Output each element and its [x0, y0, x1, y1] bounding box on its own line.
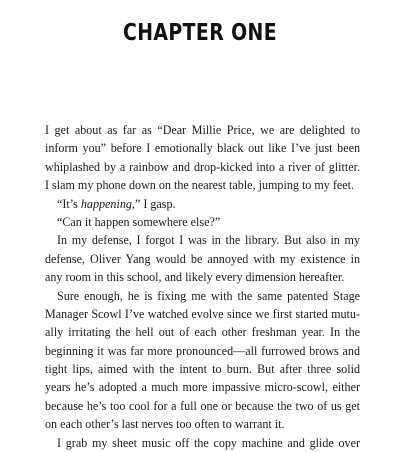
text-line: tight lips, aimed with the intent to burn. But after three solid: [45, 362, 360, 377]
chapter-body: [45, 121, 360, 452]
text-line: ally irritating the hell out of each other freshman year. In the: [45, 325, 360, 340]
emphasis-text: happening: [80, 196, 132, 211]
text-line: defense, Oliver Yang would be annoyed with my existence in: [45, 251, 360, 266]
text-line: Manager Scowl I’ve watched evolve since we first started mutu-: [45, 306, 360, 321]
text-line: whiplashed by a rainbow and drop-kicked into a river of glitter.: [45, 159, 360, 174]
text-line: because he’s too cool for a full one or because the two of us get: [45, 398, 360, 413]
text-line: In my defense, I forgot I was in the library. But also in my: [57, 233, 360, 248]
text-line: on each other’s last nerves too often to warrant it.: [45, 417, 285, 432]
text-line: years he’s adopted a much more impassive micro-scowl, either: [45, 380, 360, 395]
text-line: “It’s happening,” I gasp.: [57, 196, 176, 211]
text-line: beginning it was far more pronounced—all furrowed brows and: [45, 343, 360, 358]
text-line: “Can it happen somewhere else?”: [57, 214, 221, 229]
text-line: I get about as far as “Dear Millie Price, we are delighted to: [45, 123, 360, 137]
text-line: I grab my sheet music off the copy machine and glide over: [57, 435, 360, 450]
text-line: I slam my phone down on the nearest table, jumping to my feet.: [45, 178, 354, 193]
chapter-title: CHAPTER ONE: [122, 20, 278, 46]
text-line: any room in this school, and likely every dimension hereafter.: [45, 270, 345, 285]
text-line: inform you” before I emotionally black out like I’ve just been: [45, 141, 360, 156]
text-line: Sure enough, he is fixing me with the same patented Stage: [57, 288, 360, 303]
